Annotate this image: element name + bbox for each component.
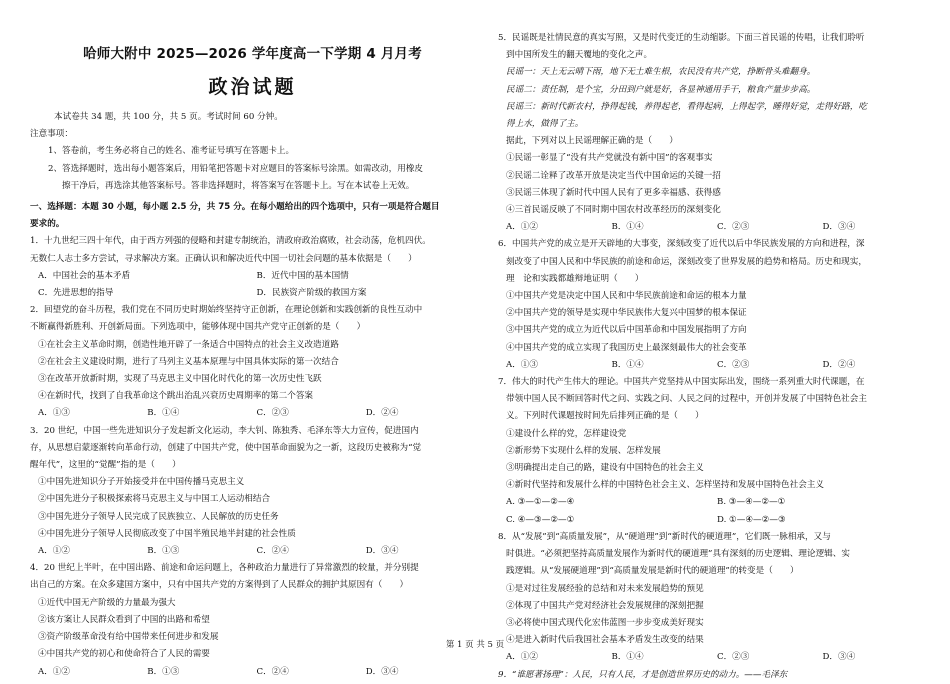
- option-d: D．②④: [822, 359, 856, 370]
- option-b: B．①③: [147, 666, 180, 677]
- statement-1: ①中国先进知识分子开始接受并在中国传播马克思主义: [38, 477, 245, 488]
- question-6-cont: 刻改变了中国人民和中华民族的前途和命运，深刻改变了世界发展的趋势和格局。历史和现实，: [506, 256, 867, 267]
- subject-title: 政治试题: [208, 76, 297, 98]
- folk-song-3-cont: 得上水，做得了主。: [506, 119, 584, 130]
- statement-1: ①民谣一彰显了“没有共产党就没有新中国”的客观事实: [506, 153, 713, 164]
- option-d: D．③④: [822, 652, 856, 663]
- option-b: B．①④: [611, 222, 644, 233]
- question-2-cont: 不断赢得新胜利、开创新局面。下列选项中，能够体现中国共产党守正创新的是（ ）: [30, 322, 366, 333]
- question-2-options: [30, 405, 475, 422]
- question-1: 1．十九世纪三四十年代，由于西方列强的侵略和封建专制统治，清政府政治腐败，社会动荡，危机四伏。: [30, 236, 431, 247]
- left-column: [30, 30, 475, 681]
- statement-3: ③在改革开放新时期，实现了马克思主义中国化时代化的第一次历史性飞跃: [38, 374, 322, 385]
- statement-1: ①建设什么样的党，怎样建设党: [506, 428, 627, 439]
- statement-4: ④中国共产党的成立实现了我国历史上最深刻最伟大的社会变革: [506, 342, 747, 353]
- question-7-options: [498, 494, 928, 511]
- statement-3: ③资产阶级革命没有给中国带来任何进步和发展: [38, 632, 219, 643]
- question-5: 5．民谣既是社情民意的真实写照，又是时代变迁的生动缩影。下面三首民谣的传唱，让我们聆听: [498, 33, 865, 43]
- option-d: D. ①—④—②—③: [717, 514, 786, 525]
- statement-1: ①在社会主义革命时期，创造性地开辟了一条适合中国特点的社会主义改造道路: [38, 339, 339, 350]
- question-6-cont: 理 论和实践都雄辩地证明（ ）: [506, 273, 644, 284]
- statement-1: ①是对过往发展经验的总结和对未来发展趋势的预见: [506, 583, 704, 594]
- page-number: 第 1 页 共 5 页: [445, 640, 505, 650]
- option-b: B．①③: [147, 546, 180, 557]
- question-6-options: [498, 357, 928, 374]
- question-6: 6．中国共产党的成立是开天辟地的大事变，深刻改变了近代以后中华民族发展的方向和进程，深: [498, 239, 865, 250]
- question-3: 3．20 世纪，中国一些先进知识分子发起新文化运动，李大钊、陈独秀、毛泽东等大力宣传，促进国内: [30, 425, 419, 436]
- option-c: C．②③: [717, 222, 750, 233]
- option-d: D．民族资产阶级的救国方案: [256, 288, 367, 299]
- option-c: C．②③: [717, 652, 750, 663]
- option-a: A．①②: [506, 222, 538, 233]
- question-8-options: [498, 649, 928, 666]
- question-1-cont: 无数仁人志士多方尝试，寻求解决方案。正确认识和解决近代中国一切社会问题的基本依据是（ ）: [30, 253, 417, 264]
- question-3-cont: 存，从思想启蒙逐渐转向革命行动，创建了中国共产党，使中国革命面貌为之一新，这段历史被称为“觉: [30, 442, 422, 453]
- question-5-cont: 到中国所发生的翻天覆地的变化之声。: [506, 50, 653, 61]
- question-3-options: [30, 543, 475, 560]
- statement-4: ④三首民谣反映了不同时期中国农村改革经历的深刻变化: [506, 205, 721, 216]
- option-b: B．①④: [611, 359, 644, 370]
- question-4-cont: 出自己的方案。在众多建国方案中，只有中国共产党的方案得到了人民群众的拥护其原因有（ ）: [30, 580, 409, 591]
- right-column: [498, 30, 928, 684]
- option-b: B．近代中国的基本国情: [256, 270, 349, 281]
- question-1-options: [30, 268, 475, 285]
- statement-4: ④中国先进分子领导人民彻底改变了中国半殖民地半封建的社会性质: [38, 528, 296, 539]
- statement-3: ③必将使中国式现代化宏伟蓝图一步步变成美好现实: [506, 617, 704, 628]
- folk-song-1: 民谣一：天上无云晴下雨，地下无土难生根，农民没有共产党，挣断骨头难翻身。: [506, 67, 816, 78]
- option-a: A．①②: [38, 546, 70, 557]
- statement-1: ①中国共产党是决定中国人民和中华民族前途和命运的根本力量: [506, 291, 747, 302]
- statement-3: ③中国先进分子领导人民完成了民族独立、人民解放的历史任务: [38, 511, 279, 522]
- option-a: A. ③—①—②—④: [506, 497, 575, 508]
- option-d: D．②④: [365, 408, 399, 419]
- note-1: 1、答卷前，考生务必将自己的姓名、准考证号填写在答题卡上。: [48, 146, 295, 157]
- option-b: B．①④: [611, 652, 644, 663]
- option-b: B．①④: [147, 408, 180, 419]
- question-8: 8．从“发展”到“高质量发展”，从“硬道理”到“新时代的硬道理”，它们既一脉相承，又与: [498, 531, 831, 542]
- note-2: 2、答选择题时，选出每小题答案后，用铅笔把答题卡对应题目的答案标号涂黑。如需改动，用橡皮: [48, 163, 424, 174]
- option-a: A．①③: [506, 359, 538, 370]
- option-d: D．③④: [365, 546, 399, 557]
- statement-2: ②新形势下实现什么样的发展、怎样发展: [506, 445, 661, 456]
- option-a: A．①③: [38, 408, 70, 419]
- question-5-prompt: 据此，下列对以上民谣理解正确的是（ ）: [506, 136, 678, 147]
- statement-3: ③中国共产党的成立为近代以后中国革命和中国发展指明了方向: [506, 325, 747, 336]
- note-2-cont: 擦干净后，再选涂其他答案标号。答非选择题时，将答案写在答题卡上。写在本试卷上无效。: [62, 180, 415, 191]
- question-4-options: [30, 664, 475, 681]
- statement-3: ③明确提出走自己的路，建设有中国特色的社会主义: [506, 463, 704, 474]
- statement-2: ②民谣二诠释了改革开放是决定当代中国命运的关键一招: [506, 170, 721, 181]
- statement-4: ④新时代坚持和发展什么样的中国特色社会主义、怎样坚持和发展中国特色社会主义: [506, 480, 824, 491]
- question-7-cont: 带领中国人民不断回答时代之问、实践之问、人民之问的过程中，开创并发展了中国特色社会主: [506, 394, 867, 405]
- statement-2: ②中国共产党的领导是实现中华民族伟大复兴中国梦的根本保证: [506, 308, 747, 319]
- option-c: C．②③: [256, 408, 289, 419]
- question-8-cont: 践逻辑。从“发展硬道理”到“高质量发展是新时代的硬道理”的转变是（ ）: [506, 566, 799, 577]
- option-d: D．③④: [822, 222, 856, 233]
- statement-2: ②体现了中国共产党对经济社会发展规律的深刻把握: [506, 600, 704, 611]
- question-7-options: [498, 512, 928, 529]
- question-7: 7．伟大的时代产生伟大的理论。中国共产党坚持从中国实际出发，围绕一系列重大时代课题，在: [498, 377, 865, 388]
- statement-2: ②该方案让人民群众看到了中国的出路和希望: [38, 614, 210, 625]
- folk-song-3: 民谣三：新时代新农村，挣得起钱，养得起老，看得起病，上得起学，睡得好觉，走得好路，吃: [506, 101, 867, 112]
- question-3-cont: 醒年代”，这里的“觉醒”指的是（ ）: [30, 460, 181, 471]
- statement-2: ②在社会主义建设时期，进行了马列主义基本原理与中国具体实际的第一次结合: [38, 356, 339, 367]
- exam-title: 哈师大附中 2025—2026 学年度高一下学期 4 月月考: [83, 46, 422, 62]
- statement-4: ④在新时代，找到了自我革命这个跳出治乱兴衰历史周期率的第二个答案: [38, 391, 314, 402]
- statement-1: ①近代中国无产阶级的力量最为强大: [38, 597, 176, 608]
- intro-line: 本试卷共 34 题，共 100 分，共 5 页。考试时间 60 分钟。: [54, 112, 283, 122]
- option-c: C．②④: [256, 666, 289, 677]
- statement-2: ②中国先进分子积极探索将马克思主义与中国工人运动相结合: [38, 494, 271, 505]
- question-1-options: [30, 285, 475, 302]
- question-7-cont: 义。下列时代课题按时间先后排列正确的是（ ）: [506, 411, 704, 422]
- question-4: 4．20 世纪上半叶，在中国出路、前途和命运问题上，各种政治力量进行了异常激烈的较量，并分别提: [30, 563, 419, 574]
- statement-3: ③民谣三体现了新时代中国人民有了更多幸福感、获得感: [506, 187, 721, 198]
- folk-song-2: 民谣二：责任制，是个宝，分田到户就是好，各显神通用手干，粮食产量步步高。: [506, 84, 816, 95]
- option-c: C．②③: [717, 359, 750, 370]
- option-a: A．①②: [506, 652, 538, 663]
- question-8-cont: 时俱进。“必须把坚持高质量发展作为新时代的硬道理”具有深刻的历史逻辑、理论逻辑、实: [506, 549, 850, 560]
- statement-4: ④是进入新时代后我国社会基本矛盾发生改变的结果: [506, 635, 704, 646]
- option-c: C．先进思想的指导: [38, 288, 114, 299]
- option-b: B. ③—④—②—①: [717, 497, 786, 508]
- option-c: C. ④—③—②—①: [506, 514, 575, 525]
- option-d: D．③④: [365, 666, 399, 677]
- notes-heading: 注意事项：: [30, 129, 73, 140]
- statement-4: ④中国共产党的初心和使命符合了人民的需要: [38, 649, 210, 660]
- option-a: A．中国社会的基本矛盾: [38, 270, 131, 281]
- option-c: C．②④: [256, 546, 289, 557]
- section-heading: 一、选择题：本题 30 小题，每小题 2.5 分，共 75 分。在每小题给出的四个选项中，只有一项是符合题目: [30, 202, 440, 213]
- section-heading-cont: 要求的。: [30, 219, 65, 230]
- question-2: 2．回望党的奋斗历程，我们党在不同历史时期始终坚持守正创新，在理论创新和实践创新的良性互动中: [30, 305, 423, 316]
- question-9: 9．“谁愿著扬理”：人民，只有人民，才是创造世界历史的动力。——毛泽东: [498, 669, 788, 680]
- question-5-options: [498, 219, 928, 236]
- option-a: A．①②: [38, 666, 70, 677]
